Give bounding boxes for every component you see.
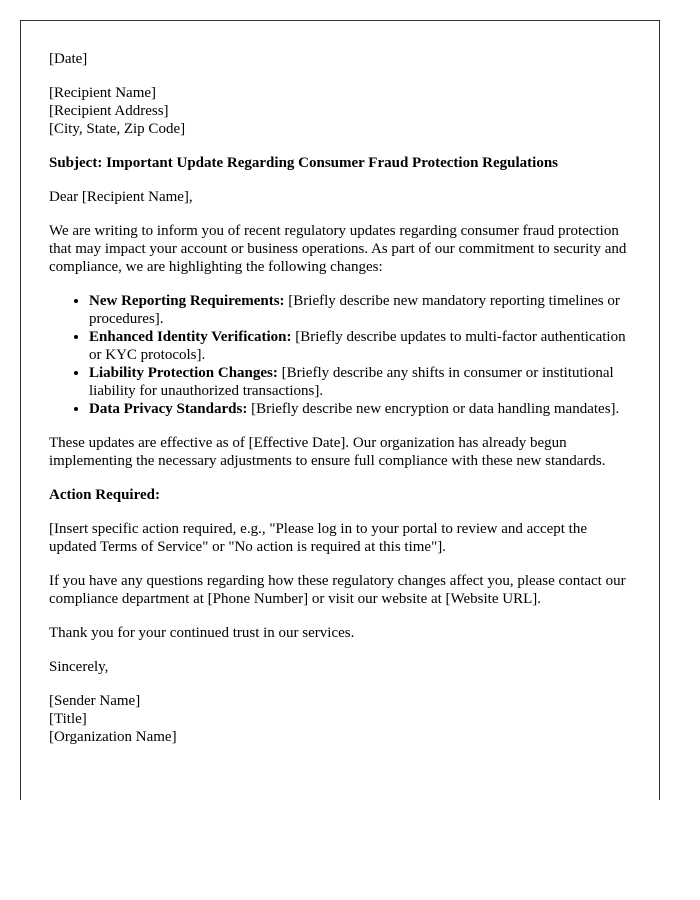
change-text: [Briefly describe new mandatory reporting timelines or procedures]. <box>89 293 620 327</box>
change-text: [Briefly describe any shifts in consumer or institutional liability for unauthorized transactions]. <box>89 365 614 399</box>
effective-paragraph: These updates are effective as of [Effective Date]. Our organization has already begun implementing the necessary adjustments to ensure full compliance with these new standards. <box>49 435 606 469</box>
recipient-city: [City, State, Zip Code] <box>49 121 186 137</box>
letter-page <box>20 20 660 800</box>
sender-title: [Title] <box>49 711 87 727</box>
action-paragraph: [Insert specific action required, e.g., "Please log in to your portal to review and accept the updated Terms of Service" or "No action is required at this time"]. <box>49 521 588 555</box>
list-item <box>89 400 631 418</box>
questions-paragraph: If you have any questions regarding how these regulatory changes affect you, please contact our compliance department at [Phone Number] or visit our website at [Website URL]. <box>49 573 626 607</box>
sender-organization: [Organization Name] <box>49 729 177 745</box>
thanks-paragraph: Thank you for your continued trust in our services. <box>49 625 355 641</box>
change-title: New Reporting Requirements: <box>89 293 285 309</box>
change-text: [Briefly describe updates to multi-factor authentication or KYC protocols]. <box>89 329 626 363</box>
salutation: Dear [Recipient Name], <box>49 189 193 205</box>
list-item <box>89 364 631 400</box>
change-title: Enhanced Identity Verification: <box>89 329 292 345</box>
sender-name: [Sender Name] <box>49 693 141 709</box>
action-heading: Action Required: <box>49 487 160 503</box>
change-title: Liability Protection Changes: <box>89 365 278 381</box>
list-item <box>89 292 631 328</box>
list-item <box>89 328 631 364</box>
letter-date: [Date] <box>49 51 88 67</box>
intro-paragraph: We are writing to inform you of recent regulatory updates regarding consumer fraud protection that may impact your account or business operations. As part of our commitment to security and compliance, we are highlighting the following changes: <box>49 223 627 275</box>
signature-block <box>49 692 631 746</box>
change-title: Data Privacy Standards: <box>89 401 248 417</box>
recipient-name: [Recipient Name] <box>49 85 157 101</box>
change-text: [Briefly describe new encryption or data handling mandates]. <box>247 401 620 417</box>
recipient-address: [Recipient Address] <box>49 103 169 119</box>
recipient-block <box>49 84 631 138</box>
closing: Sincerely, <box>49 659 109 675</box>
changes-list <box>49 292 631 418</box>
letter-subject: Subject: Important Update Regarding Consumer Fraud Protection Regulations <box>49 155 559 171</box>
